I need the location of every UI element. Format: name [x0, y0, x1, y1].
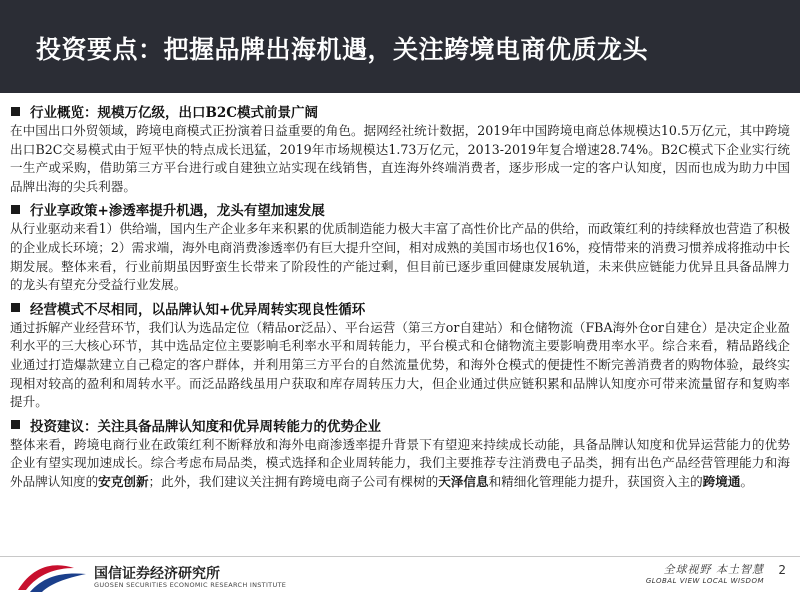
highlight-company-kuajingtong: 跨境通 — [702, 473, 741, 489]
page-title: 投资要点：把握品牌出海机遇，关注跨境电商优质龙头 — [36, 35, 649, 64]
slogan — [646, 561, 764, 585]
section-body: 在中国出口外贸领域，跨境电商模式正扮演着日益重要的角色。据网经社统计数据，2019年中国跨境电商总体规模达10.5万亿元，其中跨境出口B2C交易模式由于短平快的特点成长迅猛，2019年市场规模达1.73万亿元，2013-2019年复合增速28.74%。B2C模式下企业实行统一生产或采购，借助第三方平台进行或自建独立站实现在线销售，直连海外终端消费者，逐步形成一定的客户认知度，因而也成为助力中国品牌出海的尖兵利器。 — [10, 123, 790, 194]
body-text: 整体来看，跨境电商行业在政策红利不断释放和海外电商渗透率提升背景下有望迎来持续成长动能，具备品牌认知度和优异运营能力的优势企业有望实现加速成长。综合考虑布局品类，模式选择和企业周转能力，我们主要推荐专注消费电子品类，拥有出色产品经营管理能力和海外品牌认知度的 — [10, 436, 790, 489]
highlight-company-tianze: 天泽信息 — [438, 473, 489, 489]
slogan-en: GLOBAL VIEW LOCAL WISDOM — [645, 577, 764, 585]
section-body: 从行业驱动来看1）供给端，国内生产企业多年来积累的优质制造能力极大丰富了高性价比产品的供给，而政策红利的持续释放也营造了积极的企业成长环境；2）需求端，海外电商消费渗透率仍有巨大提升空间，相对成熟的美国市场也仅16%，疫情带来的消费习惯养成将推动中长期发展。整体来看，行业前期虽因野蛮生长带来了阶段性的产能过剩，但目前已逐步重回健康发展轨道，未来供应链能力优异且具备品牌力的龙头有望充分受益行业发展。 — [10, 221, 790, 293]
body-text: ；此外，我们建议关注拥有跨境电商子公司有棵树的 — [148, 473, 439, 489]
company-name-cn: 国信证券经济研究所 — [94, 566, 220, 582]
section-body — [8, 436, 792, 492]
page-number: 2 — [778, 563, 786, 577]
guosen-logo-icon — [16, 560, 88, 594]
title-bar — [0, 0, 800, 93]
square-bullet-icon — [11, 420, 20, 429]
section-business-model — [8, 297, 792, 412]
section-body: 通过拆解产业经营环节，我们认为选品定位（精品or泛品）、平台运营（第三方or自建站）和仓储物流（FBA海外仓or自建仓）是决定企业盈利水平的三大核心环节，其中选品定位主要影响毛利率水平和周转能力，平台模式和仓储物流主要影响费用率水平。综合来看，精品路线企业通过打造爆款建立自己稳定的客户群体，并利用第三方平台的自然流量优势，和海外仓模式的便捷性不断完善消费者的购物体验，最终实现相对较高的盈利和周转水平。而泛品路线虽用户获取和库存周转压力大，但企业通过供应链积累和品牌认知度亦可带来流量留存和复购率提升。 — [10, 319, 790, 410]
square-bullet-icon — [11, 303, 20, 312]
section-investment-advice — [8, 414, 792, 492]
section-heading: 投资建议：关注具备品牌认知度和优异周转能力的优势企业 — [30, 418, 381, 435]
footer-divider — [0, 556, 800, 557]
section-heading: 经营模式不尽相同，以品牌认知+优异周转实现良性循环 — [30, 301, 366, 318]
body-text: 。 — [740, 473, 754, 489]
section-policy-penetration — [8, 198, 792, 294]
slogan-cn: 全球视野 本土智慧 — [663, 563, 764, 576]
body-text: 和精细化管理能力提升，获国资入主的 — [488, 473, 703, 489]
section-industry-overview — [8, 100, 792, 196]
company-name-en: GUOSEN SECURITIES ECONOMIC RESEARCH INSTITUTE — [94, 581, 287, 589]
section-heading: 行业享政策+渗透率提升机遇，龙头有望加速发展 — [30, 203, 325, 220]
content-area — [8, 100, 792, 494]
highlight-company-anker: 安克创新 — [98, 473, 149, 489]
company-logo — [16, 560, 316, 594]
square-bullet-icon — [11, 205, 20, 214]
section-heading: 行业概览：规模万亿级，出口B2C模式前景广阔 — [30, 105, 319, 121]
square-bullet-icon — [11, 107, 20, 116]
